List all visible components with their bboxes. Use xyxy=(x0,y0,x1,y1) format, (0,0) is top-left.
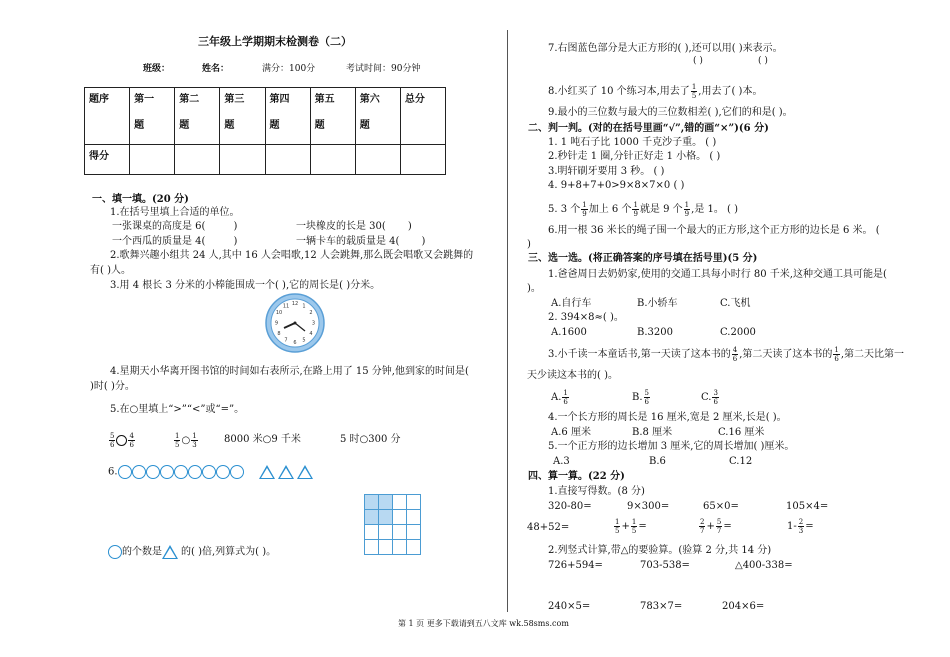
choice-2-opt-a[interactable]: A.1600 xyxy=(551,327,587,338)
judge-2: 2.秒针走 1 圈,分针正好走 1 小格。 ( ) xyxy=(548,151,721,162)
choice-3-opt-c[interactable]: C. $\frac{3}{6}$ xyxy=(701,389,718,406)
choice-4-opt-b[interactable]: B.8 厘米 xyxy=(632,427,673,438)
judge-3: 3.明轩刷牙要用 3 秒。 ( ) xyxy=(548,166,665,177)
name-label: 姓名： xyxy=(202,64,230,74)
question-1a: 一张课桌的高度是 6( ) xyxy=(112,221,238,232)
score-cell[interactable] xyxy=(130,145,175,175)
svg-text:4: 4 xyxy=(309,331,313,337)
calc-item: 9×300= xyxy=(627,501,670,512)
choice-5-opt-b[interactable]: B.6 xyxy=(649,456,666,467)
question-1b: 一块橡皮的长是 30( ) xyxy=(296,221,412,232)
svg-text:6: 6 xyxy=(293,340,297,346)
judge-6: 6.用一根 36 米长的绳子围一个最大的正方形,这个正方形的边长是 6 米。 ( xyxy=(548,225,880,236)
calc-item: 1- $\frac{2}{3}$ = xyxy=(787,518,814,535)
grid-figure xyxy=(364,494,421,555)
judge-5: 5. 3 个 $\frac{1}{9}$ 加上 6 个 $\frac{1}{9}$ 就是 9 个 $\frac{1}{9}$ ,是 1。 ( ) xyxy=(548,201,739,218)
section-2-heading: 二、判一判。(对的在括号里画“√”,错的画“×”)(6 分) xyxy=(528,123,769,134)
score-cell[interactable] xyxy=(355,145,400,175)
choice-1-cont: )。 xyxy=(527,283,541,294)
score-cell[interactable] xyxy=(310,145,355,175)
svg-text:3: 3 xyxy=(311,320,316,327)
question-4-cont: )时( )分。 xyxy=(90,381,135,392)
clock-icon xyxy=(265,293,325,353)
question-1d: 一辆卡车的载质量是 4( ) xyxy=(296,236,426,247)
page-title: 三年级上学期期末检测卷（二） xyxy=(198,35,352,48)
question-2-cont: 有( )人。 xyxy=(90,265,131,276)
score-label: 满分：100分 xyxy=(262,64,316,74)
judge-4: 4. 9+8+7+0>9×8×7×0 ( ) xyxy=(548,180,685,191)
compare-a: $\frac{5}{6}$ $\frac{4}{6}$ xyxy=(110,432,134,449)
choice-1-opt-b[interactable]: B.小轿车 xyxy=(637,298,678,309)
table-row-label: 得分 xyxy=(85,145,130,175)
choice-3: 3.小千读一本童话书,第一天读了这本书的 $\frac{4}{6}$ ,第二天读了这本书的 $\frac{1}{6}$ ,第二天比第一 xyxy=(548,346,905,363)
calc-2: 2.列竖式计算,带△的要验算。(验算 2 分,共 14 分) xyxy=(548,545,772,556)
calc-1: 1.直接写得数。(8 分) xyxy=(548,486,645,497)
choice-5: 5.一个正方形的边长增加 3 厘米,它的周长增加( )厘米。 xyxy=(548,441,795,452)
question-7: 7.右图蓝色部分是大正方形的( ),还可以用( )来表示。 xyxy=(548,43,783,54)
section-1-heading: 一、填一填。(20 分) xyxy=(92,194,189,205)
choice-3-opt-a[interactable]: A. $\frac{1}{6}$ xyxy=(551,389,568,406)
score-table xyxy=(84,87,446,175)
calc-item: 65×0= xyxy=(703,501,739,512)
question-6-cont: 的个数是 的( )倍,列算式为( )。 xyxy=(108,545,276,559)
question-5: 5.在○里填上“>”“<”或“=”。 xyxy=(110,404,245,415)
question-1c: 一个西瓜的质量是 4( ) xyxy=(112,236,238,247)
question-1: 1.在括号里填上合适的单位。 xyxy=(110,207,240,218)
svg-text:8: 8 xyxy=(277,331,281,337)
choice-3-opt-b[interactable]: B. $\frac{5}{6}$ xyxy=(632,389,649,406)
question-6: 6. xyxy=(108,465,316,479)
calc-item: $\frac{2}{7}$ + $\frac{5}{7}$ = xyxy=(700,518,732,535)
calc-item: 703-538= xyxy=(640,560,690,571)
section-3-heading: 三、选一选。(将正确答案的序号填在括号里)(5 分) xyxy=(528,253,758,264)
table-header: 第一 题 xyxy=(130,88,175,145)
choice-1-opt-c[interactable]: C.飞机 xyxy=(720,298,751,309)
q7-paren-b: ( ) xyxy=(758,56,768,66)
choice-1: 1.爸爸周日去奶奶家,使用的交通工具每小时行 80 千米,这种交通工具可能是( xyxy=(548,269,887,280)
svg-text:9: 9 xyxy=(274,320,279,327)
choice-4-opt-a[interactable]: A.6 厘米 xyxy=(551,427,591,438)
calc-item: 320-80= xyxy=(548,501,592,512)
calc-item: 783×7= xyxy=(640,601,683,612)
question-8: 8.小红买了 10 个练习本,用去了 $\frac{1}{5}$ ,用去了( )本。 xyxy=(548,83,763,100)
compare-b: $\frac{1}{5}$ ○ $\frac{1}{3}$ xyxy=(175,432,197,449)
svg-text:10: 10 xyxy=(275,310,283,316)
choice-4-opt-c[interactable]: C.16 厘米 xyxy=(718,427,765,438)
choice-2-opt-b[interactable]: B.3200 xyxy=(637,327,673,338)
svg-text:5: 5 xyxy=(302,337,306,344)
choice-2-opt-c[interactable]: C.2000 xyxy=(720,327,756,338)
calc-item: △400-338= xyxy=(735,560,793,571)
calc-item: $\frac{1}{5}$ + $\frac{1}{5}$ = xyxy=(615,518,647,535)
table-header: 第二 题 xyxy=(175,88,220,145)
table-row-label: 题序 xyxy=(85,88,130,145)
q7-paren-a: ( ) xyxy=(693,56,703,66)
svg-text:7: 7 xyxy=(284,337,288,344)
question-3: 3.用 4 根长 3 分米的小棒能围成一个( ),它的周长是( )分米。 xyxy=(110,280,381,291)
calc-item: 726+594= xyxy=(548,560,603,571)
compare-d: 5 时○300 分 xyxy=(340,434,401,445)
calc-item: 240×5= xyxy=(548,601,591,612)
svg-text:1: 1 xyxy=(302,303,306,310)
column-divider xyxy=(507,30,508,612)
svg-text:2: 2 xyxy=(309,310,313,316)
class-label: 班级： xyxy=(143,64,171,74)
table-header: 第五 题 xyxy=(310,88,355,145)
judge-1: 1. 1 吨石子比 1000 千克沙子重。 ( ) xyxy=(548,137,717,148)
calc-item: 204×6= xyxy=(722,601,765,612)
table-header: 第四 题 xyxy=(265,88,310,145)
table-header: 第六 题 xyxy=(355,88,400,145)
score-cell[interactable] xyxy=(265,145,310,175)
choice-3-cont: 天少读这本书的( )。 xyxy=(527,370,618,381)
question-9: 9.最小的三位数与最大的三位数相差( ),它们的和是( )。 xyxy=(548,107,793,118)
score-cell[interactable] xyxy=(175,145,220,175)
choice-5-opt-c[interactable]: C.12 xyxy=(729,456,753,467)
score-cell[interactable] xyxy=(220,145,265,175)
table-header-total: 总分 xyxy=(400,88,445,145)
calc-item: 105×4= xyxy=(786,501,829,512)
svg-text:12: 12 xyxy=(291,301,299,307)
score-cell[interactable] xyxy=(400,145,445,175)
section-4-heading: 四、算一算。(22 分) xyxy=(528,471,625,482)
time-label: 考试时间：90分钟 xyxy=(346,64,421,74)
judge-6-cont: ) xyxy=(527,239,531,250)
choice-1-opt-a[interactable]: A.自行车 xyxy=(551,298,592,309)
question-4: 4.星期天小华离开图书馆的时间如右表所示,在路上用了 15 分钟,他到家的时间是( xyxy=(110,366,469,377)
table-header: 第三 题 xyxy=(220,88,265,145)
choice-5-opt-a[interactable]: A.3 xyxy=(553,456,570,467)
choice-4: 4.一个长方形的周长是 16 厘米,宽是 2 厘米,长是( )。 xyxy=(548,412,787,423)
svg-text:11: 11 xyxy=(282,303,290,310)
page-footer: 第 1 页 更多下载请到五八文库 wk.58sms.com xyxy=(398,619,569,628)
choice-2: 2. 394×8≈( )。 xyxy=(548,312,624,323)
compare-c: 8000 米○9 千米 xyxy=(224,434,301,445)
question-2: 2.歌舞兴趣小组共 24 人,其中 16 人会唱歌,12 人会跳舞,那么既会唱歌又会跳舞的 xyxy=(110,250,474,261)
calc-item: 48+52= xyxy=(527,522,570,533)
